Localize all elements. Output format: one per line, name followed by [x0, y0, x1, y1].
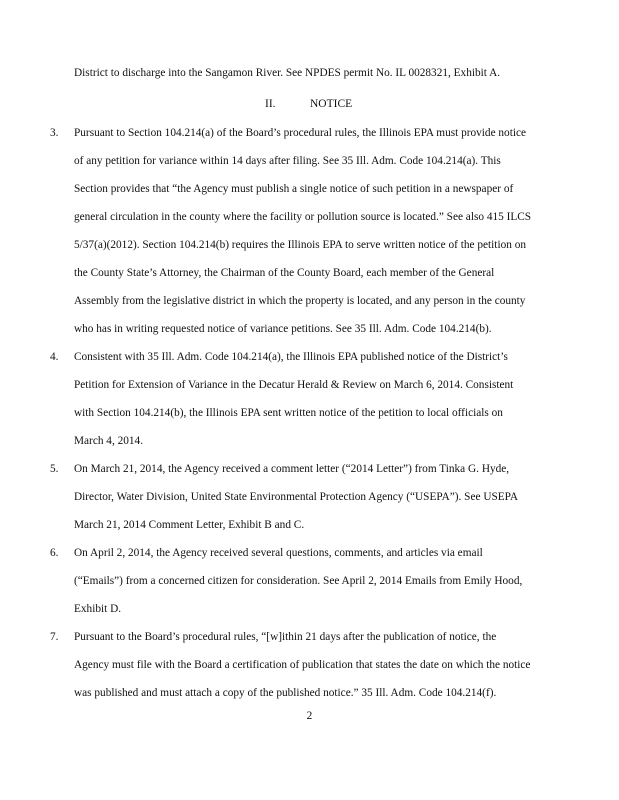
paragraph-line: Consistent with 35 Ill. Adm. Code 104.214(a), the Illinois EPA published notice of the District’s [74, 351, 508, 363]
paragraph-line: Pursuant to the Board’s procedural rules, “[w]ithin 21 days after the publication of notice, the [74, 631, 497, 643]
paragraph-line: Petition for Extension of Variance in the Decatur Herald & Review on March 6, 2014. Consistent [74, 379, 514, 391]
paragraph-number: 7. [50, 631, 59, 643]
paragraph-line: Exhibit D. [74, 603, 122, 615]
paragraph-number: 6. [50, 547, 59, 559]
paragraph-line: 5/37(a)(2012). Section 104.214(b) requires the Illinois EPA to serve written notice of the petition on [74, 239, 526, 251]
paragraph-line: with Section 104.214(b), the Illinois EPA sent written notice of the petition to local officials on [74, 407, 503, 419]
paragraph-line: Agency must file with the Board a certification of publication that states the date on which the notice [74, 659, 531, 671]
paragraph-line: March 4, 2014. [74, 435, 144, 447]
paragraph-line: Director, Water Division, United State Environmental Protection Agency (“USEPA”). See USEPA [74, 491, 519, 503]
paragraph-line: Assembly from the legislative district in which the property is located, and any person in the county [74, 295, 526, 307]
paragraph-line: the County State’s Attorney, the Chairman of the County Board, each member of the General [74, 267, 495, 279]
paragraph-line: was published and must attach a copy of the published notice.” 35 Ill. Adm. Code 104.214(f). [74, 687, 497, 699]
page-number: 2 [306, 710, 313, 722]
paragraph-number: 4. [50, 351, 59, 363]
paragraph-number: 3. [50, 127, 59, 139]
paragraph-line: March 21, 2014 Comment Letter, Exhibit B and C. [74, 519, 305, 531]
paragraph-number: 5. [50, 463, 59, 475]
paragraph-line: general circulation in the county where the facility or pollution source is located.” See also 415 ILCS [74, 211, 532, 223]
paragraph-line: who has in writing requested notice of variance petitions. See 35 Ill. Adm. Code 104.214(b). [74, 323, 492, 335]
paragraph-line: Pursuant to Section 104.214(a) of the Board’s procedural rules, the Illinois EPA must provide notice [74, 127, 527, 139]
paragraph-line: (“Emails”) from a concerned citizen for consideration. See April 2, 2014 Emails from Emily Hood, [74, 575, 523, 587]
paragraph-line: On April 2, 2014, the Agency received several questions, comments, and articles via email [74, 547, 483, 559]
paragraph-line: of any petition for variance within 14 days after filing. See 35 Ill. Adm. Code 104.214(a). This [74, 155, 501, 167]
intro-line: District to discharge into the Sangamon River. See NPDES permit No. IL 0028321, Exhibit A. [74, 67, 501, 79]
paragraph-line: Section provides that “the Agency must publish a single notice of such petition in a newspaper of [74, 183, 514, 195]
paragraph-line: On March 21, 2014, the Agency received a comment letter (“2014 Letter”) from Tinka G. Hyde, [74, 463, 510, 475]
section-title: NOTICE [310, 98, 353, 110]
section-number: II. [265, 98, 276, 110]
